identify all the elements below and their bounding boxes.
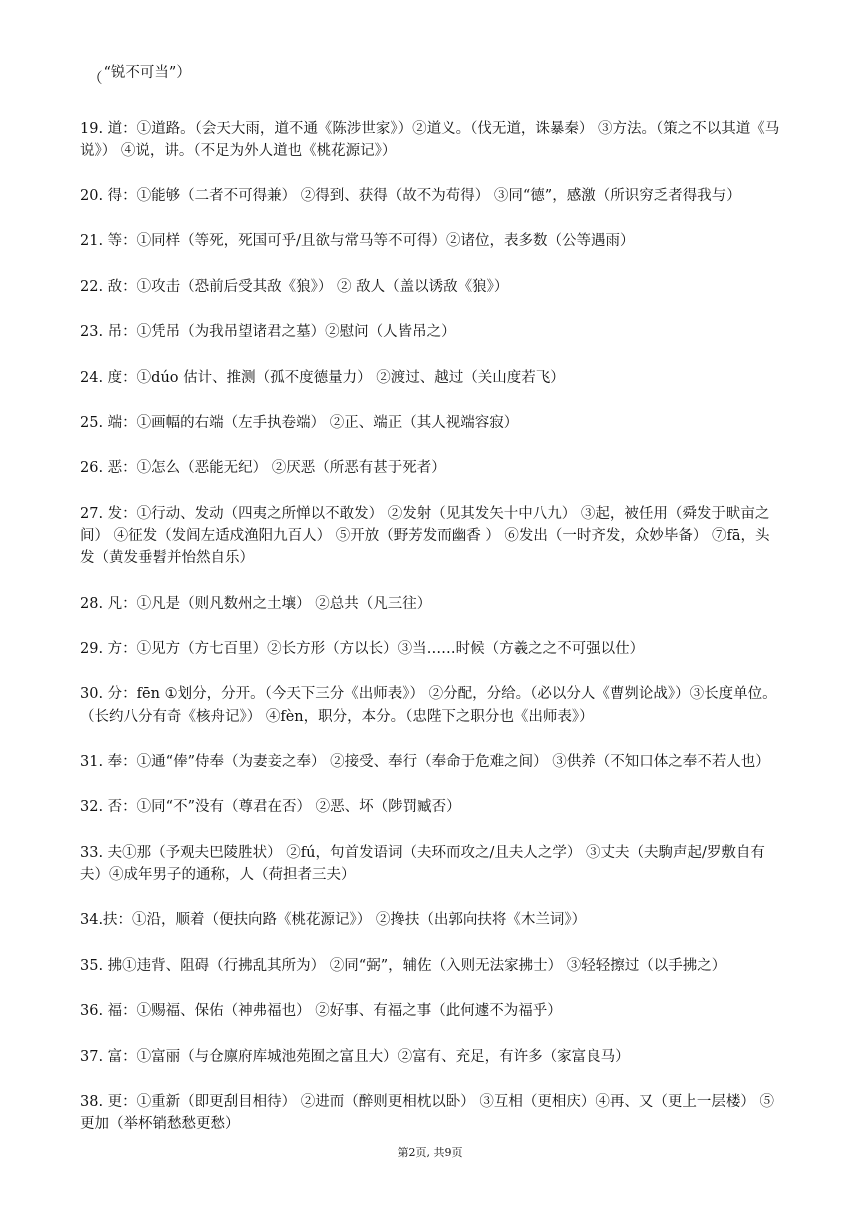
note-open-paren: （ — [88, 71, 103, 87]
entry-19-dao: 19. 道：①道路。（会天大雨，道不通《陈涉世家》）②道义。（伐无道，诛暴秦） ③方法。（策之不以其道《马说》） ④说，讲。（不足为外人道也《桃花源记》） — [80, 120, 780, 159]
entry-38-geng: 38. 更：①重新（即更刮目相待） ②进而（醉则更相枕以卧） ③互相（更相庆）④再、又（更上一层楼） ⑤更加（举杯销愁愁更愁） — [80, 1093, 774, 1133]
continued-note — [88, 62, 191, 87]
entry-34-fu-support: 34.扶：①沿，顺着（便扶向路《桃花源记》） ②搀扶（出郭向扶将《木兰词》） — [80, 912, 587, 929]
entry-37-fu-rich: 37. 富：①富丽（与仓廪府库城池苑囿之富且大）②富有、充足，有许多（家富良马） — [80, 1048, 630, 1065]
entry-25-duan: 25. 端：①画幅的右端（左手执卷端） ②正、端正（其人视端容寂） — [80, 415, 519, 432]
entry-27-fa: 27. 发：①行动、发动（四夷之所惮以不敢发） ②发射（见其发矢十中八九） ③起，被任用（舜发于畎亩之间） ④征发（发闾左适戍渔阳九百人） ⑤开放（野芳发而幽香 ） ⑥发出（一时齐发，众妙毕备） ⑦fā，头发（黄发垂髫并怡然自乐） — [80, 505, 770, 567]
entry-23-diao: 23. 吊：①凭吊（为我吊望诸君之墓）②慰问（人皆吊之） — [80, 324, 456, 341]
entry-36-fu-blessing: 36. 福：①赐福、保佑（神弗福也） ②好事、有福之事（此何遽不为福乎） — [80, 1003, 562, 1020]
entry-30-fen: 30. 分：fēn ①划分，分开。（今天下三分《出师表》） ②分配，分给。（必以分人《曹刿论战》）③长度单位。（长约八分有奇《核舟记》） ④fèn，职分，本分。（忠陛下之职分也《出师表》） — [80, 686, 777, 725]
entry-22-di: 22. 敌：①攻击（恐前后受其敌《狼》） ② 敌人（盖以诱敌《狼》） — [80, 278, 509, 295]
entry-28-fan: 28. 凡：①凡是（则凡数州之土壤） ②总共（凡三往） — [80, 595, 432, 612]
entry-29-fang: 29. 方：①见方（方七百里）②长方形（方以长）③当……时候（方羲之之不可强以仕） — [80, 641, 645, 658]
entry-32-fou: 32. 否：①同“不”没有（尊君在否） ②恶、坏（陟罚臧否） — [80, 799, 461, 816]
entry-26-e: 26. 恶：①怎么（恶能无纪） ②厌恶（所恶有甚于死者） — [80, 460, 446, 477]
entry-35-fu-brush: 35. 拂①违背、阻碍（行拂乱其所为） ②同“弼”，辅佐（入则无法家拂士） ③轻轻擦过（以手拂之） — [80, 957, 727, 974]
entry-24-du: 24. 度：①dúo 估计、推测（孤不度德量力） ②渡过、越过（关山度若飞） — [80, 369, 565, 386]
entry-21-deng: 21. 等：①同样（等死，死国可乎/且欲与常马等不可得）②诸位，表多数（公等遇雨） — [80, 233, 635, 250]
note-text: “锐不可当”） — [103, 65, 191, 81]
entry-20-de: 20. 得：①能够（二者不可得兼） ②得到、获得（故不为苟得） ③同“德”，感激（所识穷乏者得我与） — [80, 188, 741, 205]
page-footer: 第2页, 共9页 — [397, 1146, 463, 1159]
entry-list — [80, 103, 780, 1159]
entry-31-feng: 31. 奉：①通“俸”侍奉（为妻妾之奉） ②接受、奉行（奉命于危难之间） ③供养（不知口体之奉不若人也） — [80, 754, 770, 770]
entry-33-fu-that: 33. 夫①那（予观夫巴陵胜状） ②fú，句首发语词（夫环而攻之/且夫人之学） ③丈夫（夫駒声起/罗敷自有夫）④成年男子的通称，人（荷担者三夫） — [80, 844, 765, 883]
